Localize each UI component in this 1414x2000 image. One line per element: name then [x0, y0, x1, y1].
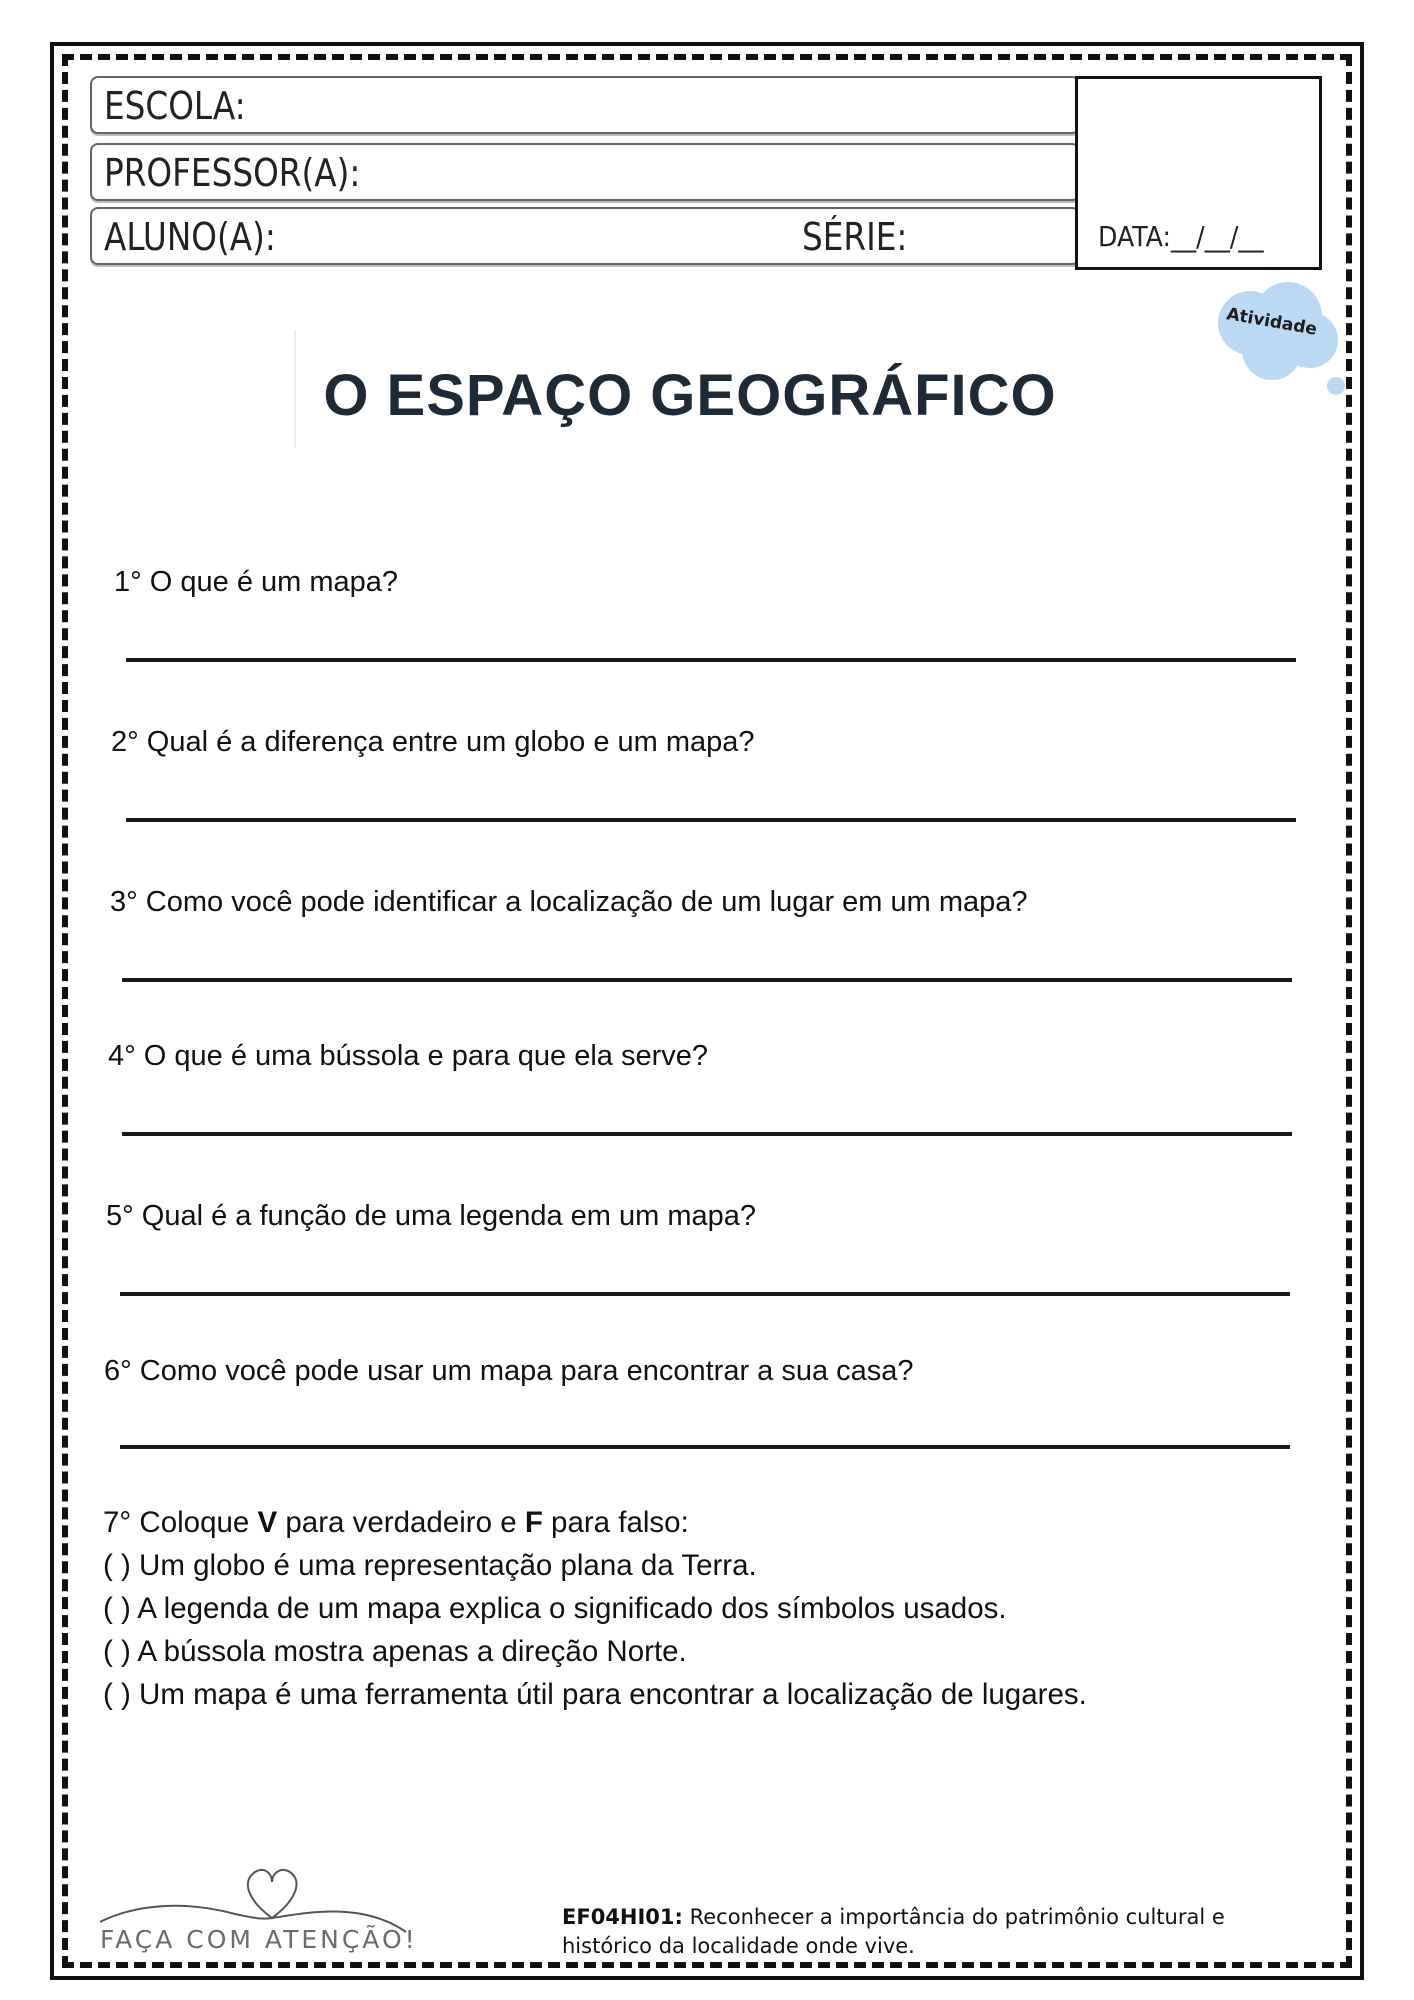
professor-label: PROFESSOR(A):	[104, 151, 361, 195]
escola-field[interactable]	[90, 76, 1080, 134]
q7-suffix: para falso:	[542, 1506, 689, 1539]
question-4: 4° O que é uma bússola e para que ela serve?	[108, 1040, 709, 1072]
skill-code-id: EF04HI01:	[562, 1905, 683, 1929]
tf-item-4[interactable]: ( ) Um mapa é uma ferramenta útil para encontrar a localização de lugares.	[103, 1678, 1087, 1711]
aluno-label: ALUNO(A):	[104, 215, 276, 259]
answer-line-5[interactable]	[120, 1292, 1290, 1296]
question-1: 1° O que é um mapa?	[114, 566, 399, 598]
question-3: 3° Como você pode identificar a localização de um lugar em um mapa?	[110, 886, 1028, 918]
answer-line-1[interactable]	[126, 658, 1296, 662]
tf-item-1[interactable]: ( ) Um globo é uma representação plana da Terra.	[103, 1549, 757, 1582]
answer-line-6[interactable]	[120, 1445, 1290, 1449]
tf-item-3[interactable]: ( ) A bússola mostra apenas a direção Norte.	[103, 1635, 687, 1668]
question-2: 2° Qual é a diferença entre um globo e um mapa?	[111, 726, 755, 758]
logo-text: FAÇA COM ATENÇÃO!	[100, 1925, 418, 1954]
page-title: O ESPAÇO GEOGRÁFICO	[323, 363, 1057, 428]
answer-line-2[interactable]	[126, 818, 1296, 822]
aluno-field[interactable]	[90, 207, 1080, 265]
q7-f: F	[524, 1506, 543, 1539]
serie-label: SÉRIE:	[802, 215, 908, 259]
q7-v: V	[257, 1506, 278, 1539]
q7-prefix: 7° Coloque	[103, 1506, 258, 1539]
tf-item-2[interactable]: ( ) A legenda de um mapa explica o significado dos símbolos usados.	[103, 1592, 1007, 1625]
q7-mid: para verdadeiro e	[277, 1506, 525, 1539]
answer-line-4[interactable]	[122, 1132, 1292, 1136]
date-label: DATA:__/__/__	[1098, 220, 1264, 253]
heart-logo-icon	[100, 1862, 420, 1972]
badge-label: Atividade	[1224, 304, 1319, 340]
question-7	[103, 1506, 689, 1540]
escola-label: ESCOLA:	[104, 84, 246, 128]
question-6: 6° Como você pode usar um mapa para encontrar a sua casa?	[104, 1355, 914, 1387]
skill-code	[562, 1903, 1302, 1961]
skill-code-description: Reconhecer a importância do patrimônio cultural e histórico da localidade onde vive.	[562, 1905, 1225, 1958]
question-5: 5° Qual é a função de uma legenda em um mapa?	[106, 1200, 757, 1232]
professor-field[interactable]	[90, 143, 1080, 201]
answer-line-3[interactable]	[122, 978, 1292, 982]
date-box[interactable]	[1075, 76, 1322, 270]
